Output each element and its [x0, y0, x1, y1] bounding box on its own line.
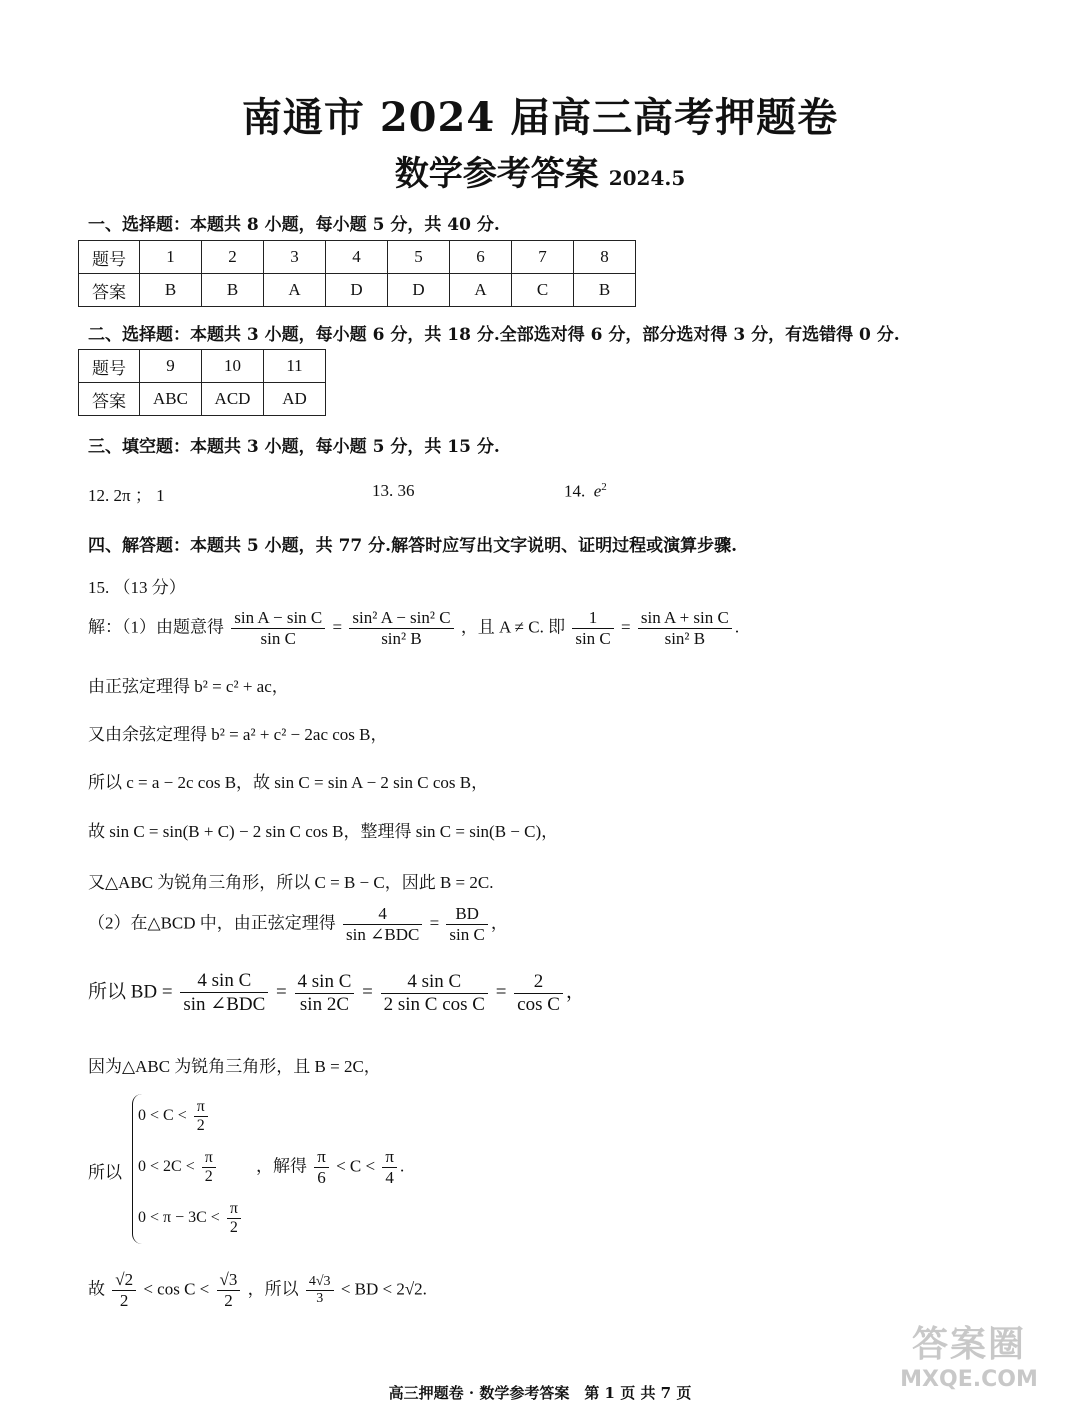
page-title: 南通市 2024 届高三高考押题卷 [241, 94, 839, 141]
fraction [180, 970, 268, 1016]
numerator: √3 [217, 1270, 241, 1291]
text: < C < [336, 1156, 376, 1176]
numerator: π [382, 1147, 397, 1168]
solution-line-3: 又由余弦定理得 b² = a² + c² − 2ac cos B， [88, 725, 388, 744]
fraction [217, 1270, 241, 1311]
section2-answer-table [78, 349, 326, 416]
q14-base: e [593, 481, 602, 501]
denominator: 6 [317, 1168, 326, 1187]
denominator: sin C [449, 925, 485, 944]
watermark-bottom-text: MXQE.COM [900, 1367, 1038, 1392]
denominator: 2 [224, 1291, 233, 1310]
watermark-top-text: 答案圈 [911, 1324, 1026, 1365]
solution-line-9: 因为△ABC 为锐角三角形，且 B = 2C， [88, 1057, 381, 1076]
table-row [79, 274, 636, 307]
page-subtitle [0, 146, 1080, 195]
section2-heading: 二、选择题：本题共 3 小题，每小题 6 分，共 18 分.全部选对得 6 分，部分选对得 3 分，有选错得 0 分. [88, 325, 900, 345]
fraction [638, 608, 732, 649]
fraction [446, 904, 487, 945]
fraction [295, 971, 355, 1016]
text: . [399, 1156, 405, 1176]
row-label: 题号 [79, 350, 140, 383]
table-cell: B [202, 274, 264, 307]
answer-q13: 13. 36 [372, 481, 415, 500]
solution-line-10 [256, 1147, 404, 1188]
numerator: √2 [112, 1270, 136, 1291]
watermark-logo [884, 1316, 1054, 1406]
table-cell: 4 [326, 241, 388, 274]
table-cell: 2 [202, 241, 264, 274]
inequality-1 [138, 1098, 211, 1135]
solution-line-5: 故 sin C = sin(B + C) − 2 sin C cos B，整理得 sin C = sin(B − C)， [88, 822, 559, 841]
denominator: sin C [260, 629, 296, 648]
denominator: cos C [517, 993, 560, 1015]
text: 0 < 2C < [138, 1158, 195, 1176]
fraction [227, 1200, 241, 1237]
table-cell: B [574, 274, 636, 307]
text: ， [565, 981, 585, 1003]
numerator: BD [446, 904, 487, 925]
table-cell: 10 [202, 350, 264, 383]
denominator: sin ∠BDC [183, 994, 266, 1015]
fraction [572, 608, 613, 649]
text: 0 < π − 3C < [138, 1209, 220, 1227]
table-row [79, 383, 326, 416]
denominator: 2 [119, 1291, 129, 1310]
numerator: π [227, 1200, 241, 1219]
table-cell: A [264, 274, 326, 307]
fraction [231, 608, 325, 649]
text: < BD < 2√2. [340, 1279, 427, 1299]
denominator: sin C [575, 629, 611, 648]
section4-heading: 四、解答题：本题共 5 小题，共 77 分.解答时应写出文字说明、证明过程或演算步骤. [88, 536, 737, 556]
equals: = [495, 981, 507, 1003]
solution-line-8 [88, 970, 585, 1016]
denominator: sin ∠BDC [346, 925, 420, 944]
table-row [79, 241, 636, 274]
table-cell: 7 [512, 241, 574, 274]
solution-line-6: 又△ABC 为锐角三角形，所以 C = B − C，因此 B = 2C. [88, 873, 494, 892]
text: 解：（1）由题意得 [88, 617, 224, 637]
fraction [343, 904, 422, 945]
denominator: 2 [229, 1219, 238, 1236]
fraction [382, 1147, 397, 1188]
table-cell: ABC [140, 383, 202, 416]
numerator: 4 sin C [295, 971, 355, 994]
fraction [202, 1149, 216, 1186]
fraction [194, 1098, 208, 1135]
text: 故 [88, 1279, 105, 1299]
section3-heading: 三、填空题：本题共 3 小题，每小题 5 分，共 15 分. [88, 437, 500, 457]
table-cell: 11 [264, 350, 326, 383]
text: ，所以 [247, 1279, 299, 1299]
numerator: π [202, 1149, 216, 1168]
fraction [349, 608, 453, 649]
text: （2）在△BCD 中，由正弦定理得 [88, 913, 336, 933]
numerator: 4 [343, 904, 422, 925]
answer-q12: 12. 2π ； 1 [88, 486, 165, 505]
table-cell: 9 [140, 350, 202, 383]
numerator: 4 sin C [381, 971, 488, 994]
fraction [381, 971, 488, 1016]
exam-date: 2024.5 [608, 166, 686, 190]
section1-heading: 一、选择题：本题共 8 小题，每小题 5 分，共 40 分. [88, 215, 500, 235]
fraction [514, 971, 563, 1016]
solution-line-4: 所以 c = a − 2c cos B，故 sin C = sin A − 2 sin C cos B， [88, 773, 489, 792]
text: 所以 BD = [88, 981, 173, 1003]
table-cell: C [512, 274, 574, 307]
denominator: 4 [385, 1168, 394, 1187]
numerator: sin A − sin C [231, 608, 325, 629]
table-cell: B [140, 274, 202, 307]
table-cell: 1 [140, 241, 202, 274]
numerator: 1 [572, 608, 613, 629]
row-label: 题号 [79, 241, 140, 274]
equals: = [362, 981, 373, 1003]
text: ，且 A ≠ C. 即 [460, 617, 566, 637]
q14-label: 14. [564, 481, 586, 501]
subtitle-text: 数学参考答案 [394, 154, 599, 194]
page-footer: 高三押题卷 · 数学参考答案 第 1 页 共 7 页 [388, 1384, 692, 1402]
solution-line-7 [88, 904, 508, 945]
table-cell: 8 [574, 241, 636, 274]
equals: = [429, 913, 440, 933]
question-15-title: 15. （13 分） [88, 578, 186, 597]
numerator: 2 [514, 971, 563, 994]
numerator: sin A + sin C [638, 608, 732, 629]
section1-answer-table [78, 240, 636, 307]
table-cell: 6 [450, 241, 512, 274]
numerator: π [314, 1147, 329, 1168]
table-cell: D [388, 274, 450, 307]
denominator: 2 [204, 1168, 213, 1185]
denominator: sin 2C [299, 993, 349, 1015]
fraction [314, 1147, 329, 1188]
solution-line-10-prefix: 所以 [88, 1163, 122, 1182]
numerator: π [194, 1098, 208, 1117]
text: . [734, 617, 740, 637]
numerator: sin² A − sin² C [349, 608, 453, 629]
denominator: 2 [196, 1117, 205, 1134]
denominator: 2 sin C cos C [383, 993, 485, 1015]
row-label: 答案 [79, 274, 140, 307]
solution-line-11 [88, 1270, 427, 1311]
inequality-2 [138, 1149, 219, 1186]
table-cell: D [326, 274, 388, 307]
text: < cos C < [143, 1279, 210, 1299]
numerator: 4√3 [306, 1274, 334, 1291]
table-cell: ACD [202, 383, 264, 416]
table-cell: A [450, 274, 512, 307]
text: 0 < C < [138, 1107, 187, 1125]
equals: = [276, 981, 287, 1003]
equals: = [332, 617, 343, 637]
inequality-3 [138, 1200, 244, 1237]
numerator: 4 sin C [180, 970, 268, 993]
table-cell: 3 [264, 241, 326, 274]
fraction [306, 1274, 334, 1307]
denominator: 3 [316, 1291, 324, 1306]
equals: = [621, 617, 631, 637]
denominator: sin² B [664, 629, 706, 648]
q14-exponent: 2 [601, 481, 607, 493]
solution-line-2: 由正弦定理得 b² = c² + ac， [88, 677, 289, 696]
table-row [79, 350, 326, 383]
row-label: 答案 [79, 383, 140, 416]
answer-q14 [564, 481, 607, 502]
text: ， [490, 913, 508, 933]
solution-line-1 [88, 608, 739, 649]
denominator: sin² B [381, 629, 422, 648]
fraction [112, 1270, 136, 1311]
table-cell: 5 [388, 241, 450, 274]
table-cell: AD [264, 383, 326, 416]
text: ，解得 [256, 1156, 307, 1176]
